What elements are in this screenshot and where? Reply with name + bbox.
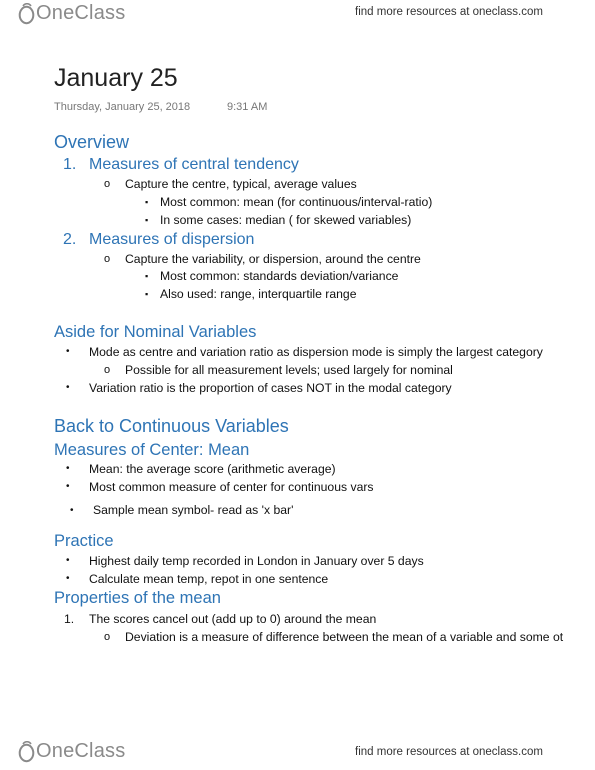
overview-item-2-sub: Capture the variability, or dispersion, around the centre: [125, 252, 421, 266]
continuous-bullet-3: Sample mean symbol- read as 'x bar': [93, 503, 294, 517]
bullet-marker: •: [70, 505, 74, 516]
overview-item-1-number: 1.: [63, 156, 77, 173]
resources-link[interactable]: find more resources at oneclass.com: [355, 6, 543, 18]
continuous-bullet-1: Mean: the average score (arithmetic average): [89, 462, 336, 476]
square-marker: ▪: [145, 289, 149, 299]
note-date: Thursday, January 25, 2018: [54, 101, 191, 113]
continuous-heading: Back to Continuous Variables: [54, 416, 289, 436]
logo-text: OneClass: [36, 740, 126, 762]
square-marker: ▪: [145, 215, 149, 225]
circle-marker: o: [104, 178, 111, 190]
continuous-bullet-2: Most common measure of center for continuous vars: [89, 480, 374, 494]
oneclass-logo-footer: [18, 740, 125, 763]
overview-item-1-label: Measures of central tendency: [89, 156, 299, 173]
bullet-marker: •: [66, 555, 70, 566]
properties-item-1: The scores cancel out (add up to 0) around the mean: [89, 612, 377, 626]
overview-item-2-label: Measures of dispersion: [89, 231, 255, 248]
circle-marker: o: [104, 631, 111, 643]
bullet-marker: •: [66, 382, 70, 393]
overview-item-1-sub: Capture the centre, typical, average values: [125, 177, 357, 191]
resources-link-footer[interactable]: find more resources at oneclass.com: [355, 746, 543, 758]
nominal-heading: Aside for Nominal Variables: [54, 323, 257, 341]
mean-subheading: Measures of Center: Mean: [54, 441, 250, 459]
bullet-marker: •: [66, 573, 70, 584]
bullet-marker: •: [66, 481, 70, 492]
square-marker: ▪: [145, 271, 149, 281]
bullet-marker: •: [66, 346, 70, 357]
overview-item-2-number: 2.: [63, 231, 77, 248]
overview-item-1-bullet-2: In some cases: median ( for skewed variables): [160, 213, 412, 227]
logo-text: OneClass: [36, 2, 126, 24]
properties-sub-1: Deviation is a measure of difference between the mean of a variable and some ot: [125, 630, 564, 644]
circle-marker: o: [104, 364, 111, 376]
overview-heading: Overview: [54, 132, 130, 152]
bullet-marker: •: [66, 463, 70, 474]
square-marker: ▪: [145, 197, 149, 207]
practice-bullet-1: Highest daily temp recorded in London in January over 5 days: [89, 554, 424, 568]
overview-item-2-bullet-2: Also used: range, interquartile range: [160, 287, 357, 301]
note-time: 9:31 AM: [227, 101, 268, 113]
practice-bullet-2: Calculate mean temp, repot in one sentence: [89, 572, 329, 586]
circle-marker: o: [104, 253, 111, 265]
oneclass-logo-icon: [18, 3, 35, 25]
overview-item-2-bullet-1: Most common: standards deviation/variance: [160, 269, 399, 283]
properties-heading: Properties of the mean: [54, 589, 221, 607]
oneclass-logo-icon: [18, 741, 35, 763]
nominal-bullet-2: Variation ratio is the proportion of cases NOT in the modal category: [89, 381, 452, 395]
overview-item-1-bullet-1: Most common: mean (for continuous/interval-ratio): [160, 195, 433, 209]
oneclass-logo: [18, 2, 125, 25]
properties-item-1-number: 1.: [64, 612, 75, 626]
page-title: January 25: [54, 64, 178, 92]
nominal-bullet-1: Mode as centre and variation ratio as dispersion mode is simply the largest category: [89, 345, 543, 359]
practice-heading: Practice: [54, 532, 114, 550]
nominal-sub-1: Possible for all measurement levels; used largely for nominal: [125, 363, 453, 377]
